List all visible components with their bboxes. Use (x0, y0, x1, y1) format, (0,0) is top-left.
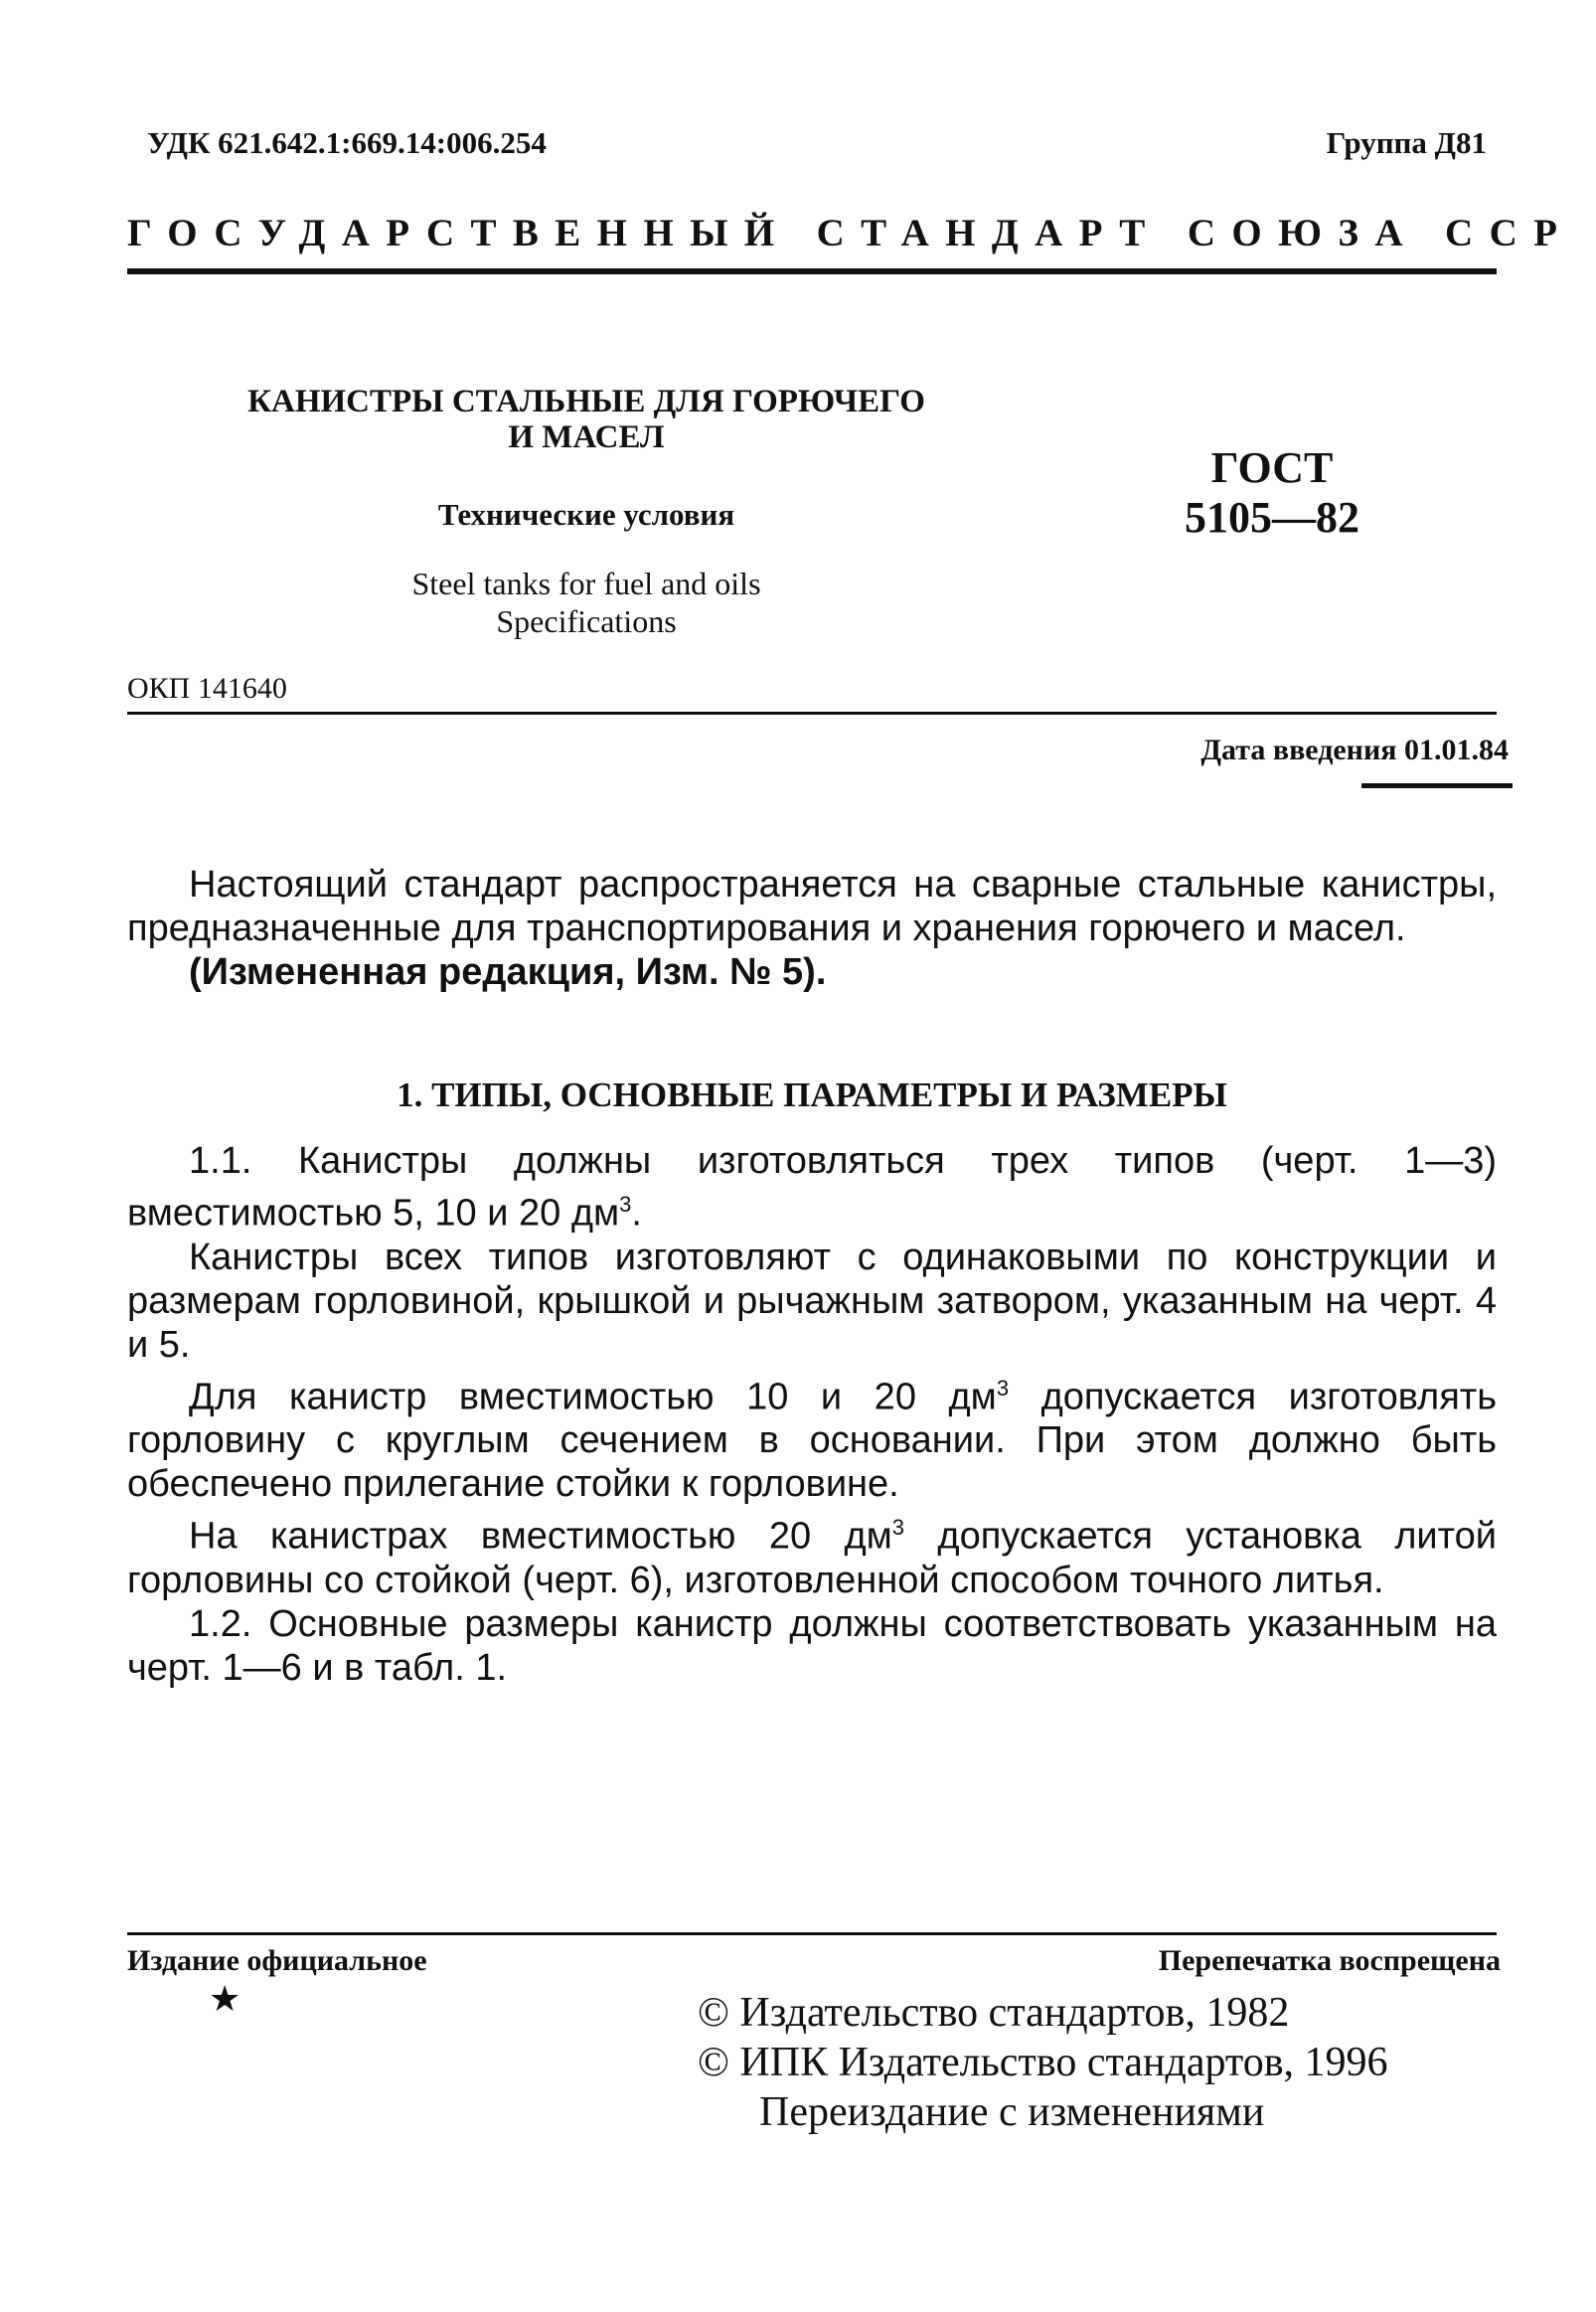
okp-rule (127, 712, 1497, 715)
udk-code: УДК 621.642.1:669.14:006.254 (147, 125, 547, 160)
subtitle: Технические условия (437, 497, 735, 532)
paragraph-3-text-a: Для канистр вместимостью 10 и 20 дм (189, 1376, 997, 1418)
document-title (179, 384, 994, 455)
paragraph-2: Канистры всех типов изготовляют с одинаковыми по конструкции и размерам горловиной, крышкой и рычажным затвором, указанным на черт. 4 и 5. (127, 1236, 1497, 1366)
date-underline (1361, 783, 1513, 788)
english-title-line-2: Specifications (496, 603, 677, 639)
okp-code: ОКП 141640 (127, 672, 287, 705)
paragraph-1-1-text: 1.1. Канистры должны изготовляться трех типов (черт. 1—3) вместимостью 5, 10 и 20 дм (127, 1140, 1497, 1235)
amendment-note: (Измененная редакция, Изм. № 5). (189, 951, 827, 993)
paragraph-3-text-b: допускается изготовлять горловину с круглым сечением в основании. При этом должно быть обеспечено прилегание стойки к горловине. (127, 1376, 1497, 1506)
title-line-2: И МАСЕЛ (508, 419, 665, 455)
section-heading: 1. ТИПЫ, ОСНОВНЫЕ ПАРАМЕТРЫ И РАЗМЕРЫ (397, 1075, 1227, 1114)
edition-label: Издание официальное (127, 1944, 427, 1977)
footer-rule (127, 1932, 1497, 1935)
effective-date (1200, 734, 1509, 767)
effective-date-value: 01.01.84 (1404, 734, 1509, 766)
paragraph-1-1-superscript: 3 (619, 1192, 632, 1217)
copyright-1996: © ИПК Издательство стандартов, 1996 (698, 2040, 1388, 2085)
english-title (179, 565, 994, 640)
group-code: Группа Д81 (1326, 125, 1487, 160)
paragraph-4-text-a: На канистрах вместимостью 20 дм (189, 1515, 892, 1558)
star-mark: ★ (209, 1979, 241, 2019)
paragraph-1-1 (127, 1139, 1497, 1236)
gost-label: ГОСТ (1210, 443, 1334, 492)
state-standard-heading: ГОСУДАРСТВЕННЫЙ СТАНДАРТ СОЮЗА ССР (127, 212, 1574, 254)
paragraph-1-1-end: . (631, 1192, 642, 1235)
intro-block (127, 863, 1497, 994)
title-line-1: КАНИСТРЫ СТАЛЬНЫЕ ДЛЯ ГОРЮЧЕГО (247, 384, 925, 419)
reissue-note: Переиздание с изменениями (759, 2089, 1265, 2135)
paragraph-1-2: 1.2. Основные размеры канистр должны соответствовать указанным на черт. 1—6 и в табл. 1. (127, 1602, 1497, 1689)
paragraph-4 (127, 1506, 1497, 1602)
paragraph-4-superscript: 3 (891, 1515, 905, 1541)
paragraph-4-text-b: допускается установка литой горловины со стойкой (черт. 6), изготовленной способом точного литья. (127, 1515, 1497, 1601)
english-title-line-1: Steel tanks for fuel and oils (411, 566, 761, 601)
gost-designation (1123, 443, 1421, 543)
intro-paragraph: Настоящий стандарт распространяется на сварные стальные канистры, предназначенные для транспортирования и хранения горючего и масел. (127, 864, 1497, 949)
publisher-block (698, 1988, 1388, 2137)
header-rule (127, 268, 1497, 274)
section-body (127, 1139, 1497, 1690)
reprint-notice: Перепечатка воспрещена (1158, 1944, 1501, 1977)
copyright-1982: © Издательство стандартов, 1982 (698, 1990, 1290, 2036)
effective-date-label: Дата введения (1200, 734, 1397, 766)
gost-number: 5105—82 (1185, 493, 1359, 542)
paragraph-3 (127, 1367, 1497, 1507)
paragraph-3-superscript: 3 (996, 1375, 1010, 1401)
